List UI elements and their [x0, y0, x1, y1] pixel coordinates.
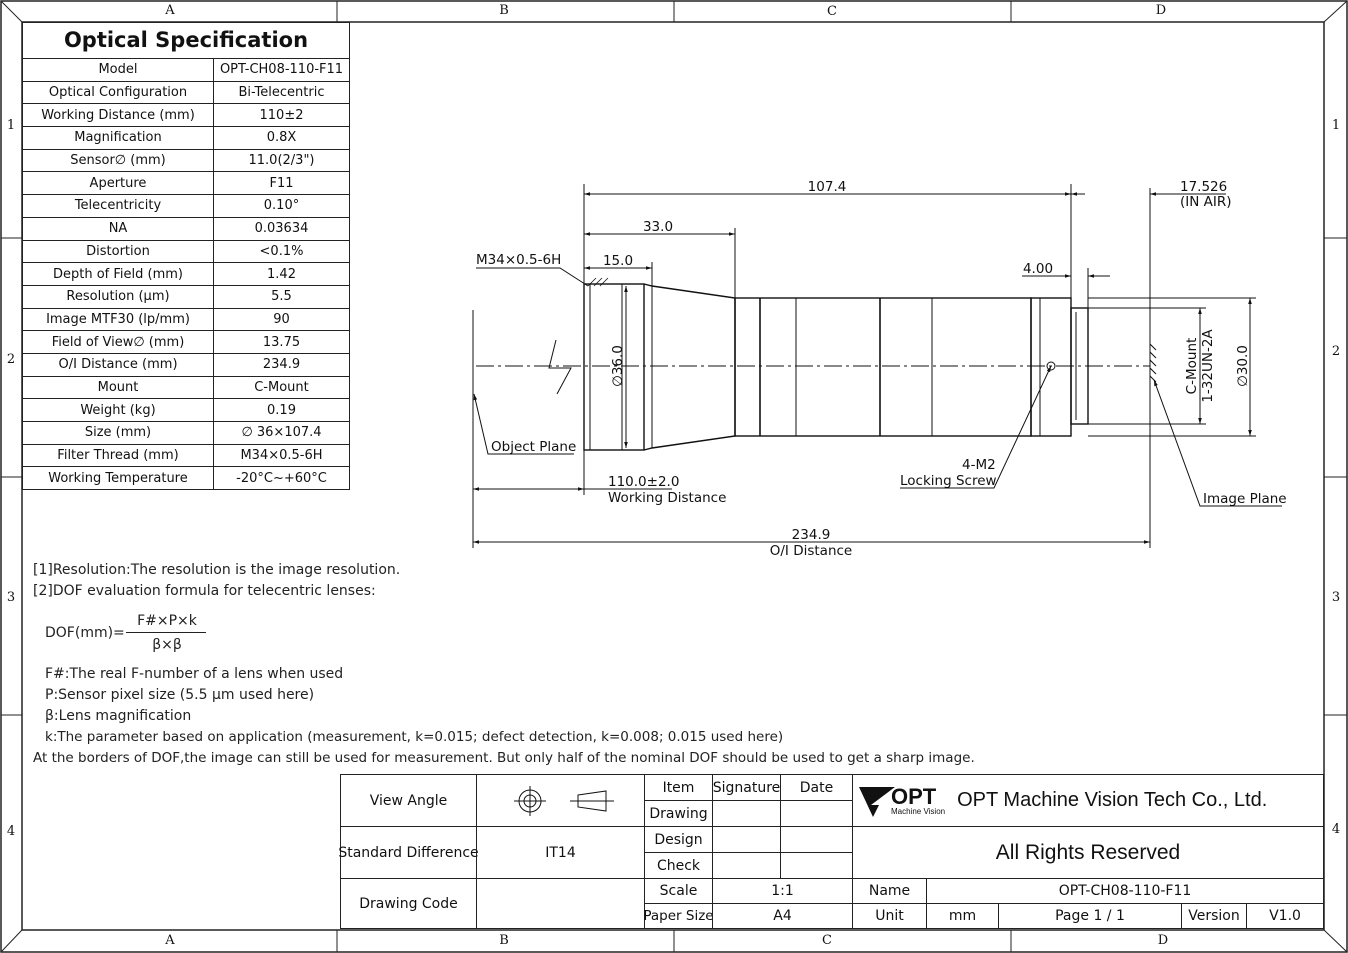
- note-pixel-size: P:Sensor pixel size (5.5 μm used here): [45, 687, 315, 703]
- dim-back-focus-note: (IN AIR): [1180, 194, 1232, 210]
- spec-key: Model: [23, 59, 214, 82]
- spec-key: Distortion: [23, 240, 214, 263]
- name-value: OPT-CH08-110-F11: [926, 878, 1324, 904]
- all-rights-reserved: All Rights Reserved: [852, 826, 1324, 879]
- spec-key: O/I Distance (mm): [23, 353, 214, 376]
- zone-col-b-bottom: B: [499, 933, 509, 948]
- check-date: [780, 852, 853, 879]
- item-header: Item: [644, 774, 713, 801]
- design-date: [780, 826, 853, 853]
- spec-value: 234.9: [214, 353, 350, 376]
- zone-row-1-left: 1: [6, 118, 16, 133]
- zone-col-d-top: D: [1155, 3, 1167, 18]
- dim-front-length: 33.0: [642, 219, 674, 235]
- version-value: V1.0: [1246, 903, 1324, 929]
- dof-fraction-bar: [126, 632, 206, 633]
- spec-value: F11: [214, 172, 350, 195]
- spec-key: Depth of Field (mm): [23, 263, 214, 286]
- spec-value: 13.75: [214, 331, 350, 354]
- spec-value: 0.19: [214, 399, 350, 422]
- design-signature: [712, 826, 781, 853]
- screw-label-1: 4-M2: [962, 457, 996, 473]
- spec-value: 90: [214, 308, 350, 331]
- wd-label: Working Distance: [608, 490, 727, 506]
- spec-key: Telecentricity: [23, 195, 214, 218]
- spec-value: -20°C~+60°C: [214, 467, 350, 490]
- zone-row-4-right: 4: [1331, 822, 1341, 837]
- zone-row-2-left: 2: [6, 352, 16, 367]
- oi-label: O/I Distance: [769, 543, 853, 559]
- spec-key: Aperture: [23, 172, 214, 195]
- note-resolution: [1]Resolution:The resolution is the image resolution.: [33, 562, 401, 578]
- dim-thread-length: 15.0: [602, 253, 634, 269]
- company-cell: [852, 774, 1324, 827]
- spec-key: Optical Configuration: [23, 81, 214, 104]
- zone-row-1-right: 1: [1331, 118, 1341, 133]
- object-plane-label: Object Plane: [491, 439, 577, 455]
- version-label: Version: [1181, 903, 1247, 929]
- spec-value: 110±2: [214, 104, 350, 127]
- unit-value: mm: [926, 903, 999, 929]
- unit-label: Unit: [852, 903, 927, 929]
- zone-row-3-left: 3: [6, 590, 16, 605]
- zone-row-4-left: 4: [6, 824, 16, 839]
- spec-value: 1.42: [214, 263, 350, 286]
- spec-value: 0.8X: [214, 127, 350, 150]
- mount-label-1: C-Mount: [1184, 337, 1200, 395]
- spec-value: M34×0.5-6H: [214, 444, 350, 467]
- drawing-date: [780, 800, 853, 827]
- dof-formula-lhs: DOF(mm)=: [45, 625, 125, 641]
- spec-key: Sensor∅ (mm): [23, 149, 214, 172]
- page-number: Page 1 / 1: [998, 903, 1182, 929]
- date-header: Date: [780, 774, 853, 801]
- spec-key: Weight (kg): [23, 399, 214, 422]
- drawing-signature: [712, 800, 781, 827]
- zone-row-3-right: 3: [1331, 590, 1341, 605]
- view-angle-symbol: [476, 774, 645, 827]
- zone-col-b-top: B: [499, 3, 509, 18]
- drawing-code-value: [476, 878, 645, 929]
- spec-value: 0.10°: [214, 195, 350, 218]
- screw-label-2: Locking Screw: [900, 473, 997, 489]
- dof-formula-numerator: F#×P×k: [137, 613, 197, 629]
- note-dof-title: [2]DOF evaluation formula for telecentric lenses:: [33, 583, 376, 599]
- spec-key: Magnification: [23, 127, 214, 150]
- dia-front-label: ∅36.0: [610, 345, 626, 387]
- company-name: OPT Machine Vision Tech Co., Ltd.: [957, 789, 1268, 811]
- std-diff-value: IT14: [476, 826, 645, 879]
- paper-size-label: Paper Size: [644, 903, 713, 929]
- title-block: [340, 774, 1324, 929]
- zone-col-a-top: A: [165, 3, 175, 18]
- dim-total-length: 107.4: [807, 179, 847, 195]
- spec-value: OPT-CH08-110-F11: [214, 59, 350, 82]
- note-fnumber: F#:The real F-number of a lens when used: [45, 666, 344, 682]
- check-row-label: Check: [644, 852, 713, 879]
- spec-value: 5.5: [214, 285, 350, 308]
- spec-key: Field of View∅ (mm): [23, 331, 214, 354]
- spec-key: Working Distance (mm): [23, 104, 214, 127]
- zone-row-2-right: 2: [1331, 344, 1341, 359]
- spec-value: 0.03634: [214, 217, 350, 240]
- drawing-row-label: Drawing: [644, 800, 713, 827]
- scale-value: 1:1: [712, 878, 853, 904]
- mount-label-2: 1-32UN-2A: [1200, 329, 1216, 403]
- paper-size-value: A4: [712, 903, 853, 929]
- design-row-label: Design: [644, 826, 713, 853]
- thread-label: M34×0.5-6H: [476, 252, 562, 268]
- check-signature: [712, 852, 781, 879]
- drawing-code-label: Drawing Code: [340, 878, 477, 929]
- zone-col-c-top: C: [827, 4, 837, 19]
- oi-value: 234.9: [791, 527, 831, 543]
- spec-key: Mount: [23, 376, 214, 399]
- dim-back-focus: 17.526: [1180, 179, 1228, 195]
- projection-symbol-icon: [506, 786, 616, 816]
- spec-value: C-Mount: [214, 376, 350, 399]
- spec-key: Working Temperature: [23, 467, 214, 490]
- spec-key: Size (mm): [23, 422, 214, 445]
- view-angle-label: View Angle: [340, 774, 477, 827]
- spec-value: 11.0(2/3"): [214, 149, 350, 172]
- wd-value: 110.0±2.0: [608, 474, 680, 490]
- zone-col-c-bottom: C: [822, 933, 832, 948]
- dia-rear-label: ∅30.0: [1235, 345, 1251, 387]
- signature-header: Signature: [712, 774, 781, 801]
- dof-formula-denominator: β×β: [152, 637, 182, 653]
- spec-key: Resolution (μm): [23, 285, 214, 308]
- spec-key: Image MTF30 (lp/mm): [23, 308, 214, 331]
- zone-col-d-bottom: D: [1157, 933, 1169, 948]
- spec-value: Bi-Telecentric: [214, 81, 350, 104]
- zone-col-a-bottom: A: [165, 933, 175, 948]
- note-dof-borders: At the borders of DOF,the image can still be used for measurement. But only half of the nominal DOF should be used to get a sharp image.: [33, 750, 975, 766]
- spec-key: NA: [23, 217, 214, 240]
- note-k-parameter: k:The parameter based on application (measurement, k=0.015; defect detection, k=0.008; 0.015 used here): [45, 729, 784, 745]
- spec-value: <0.1%: [214, 240, 350, 263]
- opt-logo-text: OPT: [891, 783, 937, 809]
- image-plane-label: Image Plane: [1203, 491, 1287, 507]
- std-diff-label: Standard Difference: [340, 826, 477, 879]
- name-label: Name: [852, 878, 927, 904]
- scale-label: Scale: [644, 878, 713, 904]
- opt-logo-subtext: Machine Vision: [891, 806, 946, 816]
- spec-key: Filter Thread (mm): [23, 444, 214, 467]
- spec-value: ∅ 36×107.4: [214, 422, 350, 445]
- spec-title: Optical Specification: [23, 23, 350, 59]
- note-magnification: β:Lens magnification: [45, 708, 192, 724]
- dim-mount-length: 4.00: [1022, 261, 1054, 277]
